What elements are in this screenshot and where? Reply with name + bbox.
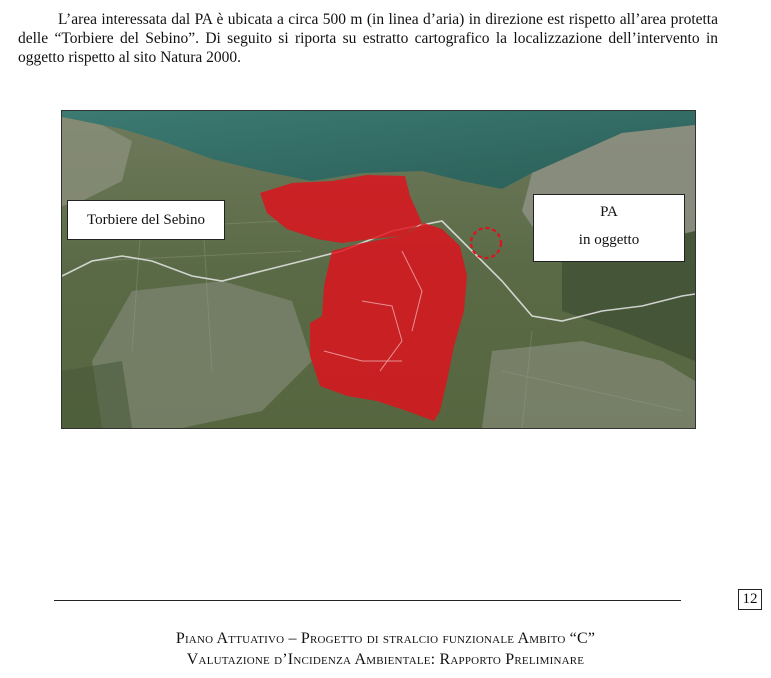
label-pa	[533, 194, 685, 262]
body-paragraph	[18, 10, 718, 67]
footer-line-2: Valutazione d’Incidenza Ambientale: Rapporto Preliminare	[186, 651, 585, 668]
footer-line-1: Piano Attuativo – Progetto di stralcio funzionale Ambito “C”	[175, 630, 596, 647]
label-pa-line2: in oggetto	[578, 232, 640, 248]
footer-divider	[54, 600, 681, 601]
satellite-map	[61, 110, 696, 429]
body-text: L’area interessata dal PA è ubicata a circa 500 m (in linea d’aria) in direzione est rispetto all’area protetta delle “Torbiere del Sebino”. Di seguito si riporta su estratto cartografico la localizzazione dell’intervento in oggetto rispetto al sito Natura 2000.	[18, 11, 718, 66]
label-torbiere	[67, 200, 225, 240]
label-pa-line1: PA	[600, 204, 618, 220]
label-torbiere-text: Torbiere del Sebino	[86, 212, 206, 228]
page-number: 12	[738, 589, 762, 610]
